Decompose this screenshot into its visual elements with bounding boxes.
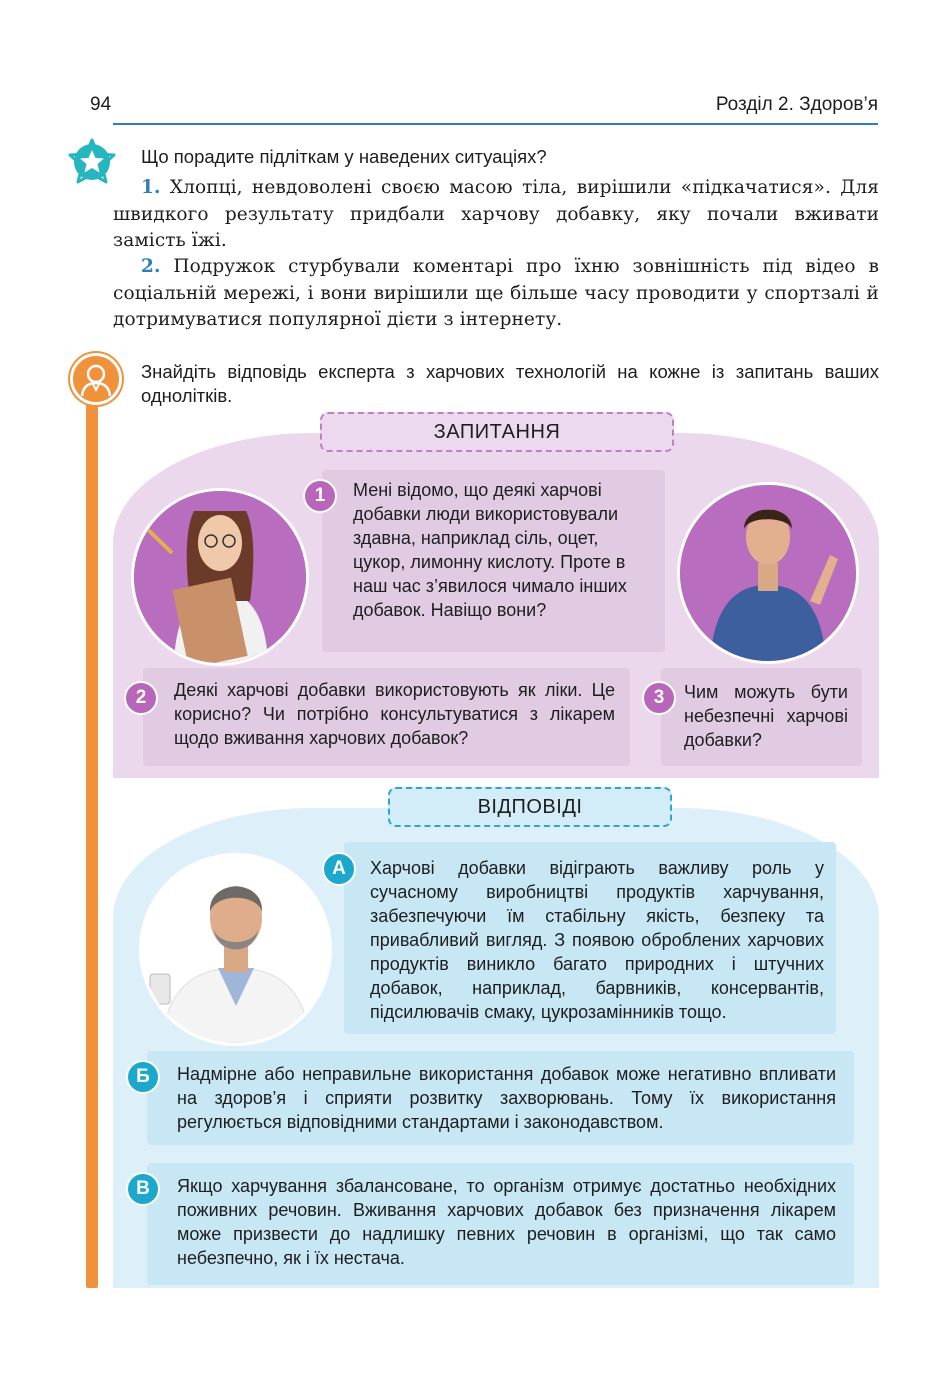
page-number: 94 bbox=[90, 94, 112, 115]
header-rule bbox=[113, 123, 878, 125]
scenario-number: 2. bbox=[141, 256, 161, 277]
scenario-number: 1. bbox=[141, 177, 161, 198]
question-number-badge-1: 1 bbox=[303, 479, 337, 513]
answer-card-a: Харчові добавки відіграють важливу роль у сучасному виробництві продуктів харчування, забезпечуючи їм стабільну якість, безпеку та привабливий вигляд. З появою оброблених харчових продуктів виникло багато природних і штучних добавок, наприклад, барвників, консервантів, підсилювачів смаку, цукрозамінників тощо. bbox=[344, 842, 836, 1034]
scenario-text: Подружок стурбували коментарі про їхню зовнішність під відео в соціальній мережі, і вони вирішили ще більше часу проводити у спортзалі й дотримуватися популярної дієти з інтернету. bbox=[113, 256, 879, 330]
orange-side-bar bbox=[86, 376, 98, 1288]
expert-illustration bbox=[142, 856, 329, 1043]
question-card-2: Деякі харчові добавки використовують як ліки. Це корисно? Чи потрібно консультуватися з лікарем щодо вживання харчових добавок? bbox=[143, 668, 630, 766]
star-icon bbox=[68, 138, 116, 186]
girl-illustration bbox=[134, 491, 306, 663]
girl-photo bbox=[131, 488, 309, 666]
scenario-text: Хлопці, невдоволені своєю масою тіла, вирішили «підкачатися». Для швидкого результату придбали харчову добавку, яку почали вживати замість їжі. bbox=[113, 177, 879, 251]
task-prompt: Що порадите підліткам у наведених ситуаціях? bbox=[141, 146, 547, 167]
question-number-badge-2: 2 bbox=[124, 681, 158, 715]
answer-letter-badge-a: А bbox=[322, 852, 356, 886]
answer-letter-badge-v: В bbox=[126, 1172, 160, 1206]
question-card-3: Чим можуть бути небезпечні харчові добавки? bbox=[661, 668, 862, 766]
question-number-badge-3: 3 bbox=[642, 681, 676, 715]
expert-person-icon bbox=[70, 353, 122, 405]
expert-prompt: Знайдіть відповідь експерта з харчових технологій на кожне із запитань ваших однолітків. bbox=[141, 361, 879, 406]
chapter-title: Розділ 2. Здоров’я bbox=[715, 94, 878, 115]
scenario-2 bbox=[113, 254, 879, 334]
answers-heading: ВІДПОВІДІ bbox=[388, 787, 672, 827]
answer-letter-badge-b: Б bbox=[126, 1060, 160, 1094]
expert-photo bbox=[139, 853, 332, 1046]
answer-card-v: Якщо харчування збалансоване, то організм отримує достатньо необхідних поживних речовин. Вживання харчових добавок без призначення лікарем може призвести до надлишку певних речовин в організмі, що так само небезпечно, як і їх нестача. bbox=[147, 1163, 854, 1285]
boy-photo bbox=[677, 482, 859, 664]
scenario-1 bbox=[113, 175, 879, 255]
question-card-1: Мені відомо, що деякі харчові добавки люди використовували здавна, наприклад сіль, оцет, цукор, лимонну кислоту. Проте в наш час з’явилося чимало інших добавок. Навіщо вони? bbox=[322, 470, 665, 652]
boy-illustration bbox=[680, 485, 856, 661]
questions-heading: ЗАПИТАННЯ bbox=[320, 412, 674, 452]
answer-card-b: Надмірне або неправильне використання добавок може негативно впливати на здоров’я і сприяти розвитку захворювань. Тому їх використання регулюється відповідними стандартами і законодавством. bbox=[147, 1051, 854, 1145]
